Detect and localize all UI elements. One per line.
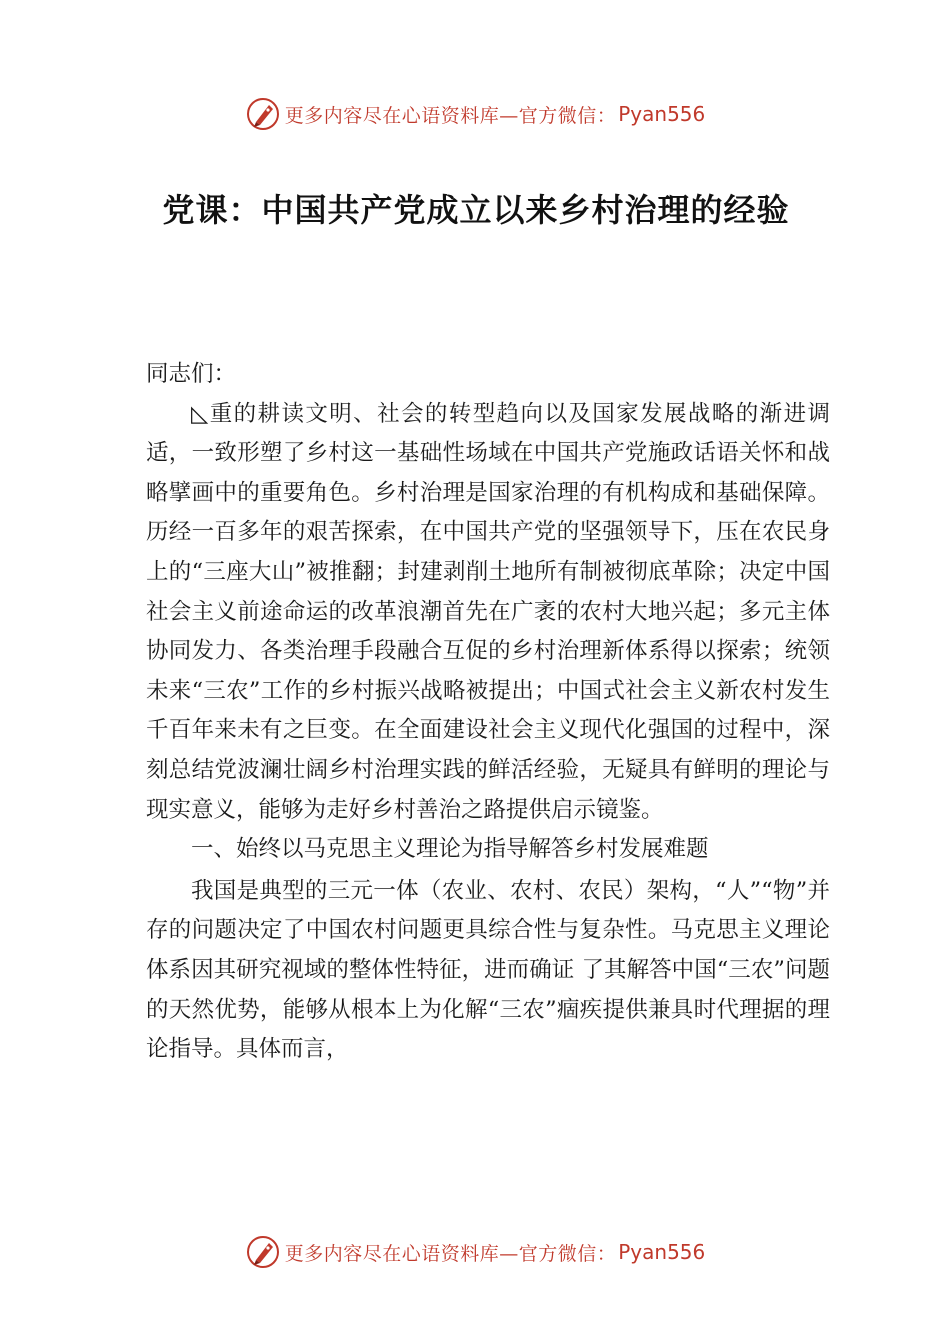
document-title: 党课：中国共产党成立以来乡村治理的经验: [162, 191, 790, 229]
banner-text: 更多内容尽在心语资料库—官方微信：: [284, 1242, 617, 1265]
section-heading: 一、始终以马克思主义理论为指导解答乡村发展难题: [191, 836, 709, 863]
banner-text: 更多内容尽在心语资料库—官方微信：: [284, 104, 617, 127]
pen-nib-logo-icon: [245, 96, 281, 132]
pen-nib-logo-icon: [245, 1234, 281, 1270]
footer-banner: [0, 1230, 950, 1274]
header-banner: [0, 92, 950, 136]
salutation: 同志们：: [146, 361, 237, 387]
paragraph: ◺重的耕读文明、社会的转型趋向以及国家发展战略的渐进调适，一致形塑了乡村这一基础性场域在中国共产党施政话语关怀和战略擘画中的重要角色。乡村治理是国家治理的有机构成和基础保障。历经一百多年的艰苦探索，在中国共产党的坚强领导下，压在农民身上的“三座大山”被推翻；封建剥削土地所有制被彻底革除；决定中国社会主义前途命运的改革浪潮首先在广袤的农村大地兴起；多元主体协同发力、各类治理手段融合互促的乡村治理新体系得以探索；统领未来“三农”工作的乡村振兴战略被提出；中国式社会主义新农村发生千百年来未有之巨变。在全面建设社会主义现代化强国的过程中，深刻总结党波澜壮阔乡村治理实践的鲜活经验，无疑具有鲜明的理论与现实意义，能够为走好乡村善治之路提供启示镜鉴。: [146, 400, 830, 823]
wechat-id: Pyan556: [618, 1240, 706, 1264]
document-body: [146, 355, 830, 1070]
wechat-id: Pyan556: [618, 102, 706, 126]
paragraph: 我国是典型的三元一体（农业、农村、农民）架构，“人”“物”并存的问题决定了中国农村问题更具综合性与复杂性。马克思主义理论体系因其研究视域的整体性特征，进而确证 了其解答中国“三农”问题的天然优势，能够从根本上为化解“三农”痼疾提供兼具时代理据的理论指导。具体而言，: [146, 877, 830, 1063]
